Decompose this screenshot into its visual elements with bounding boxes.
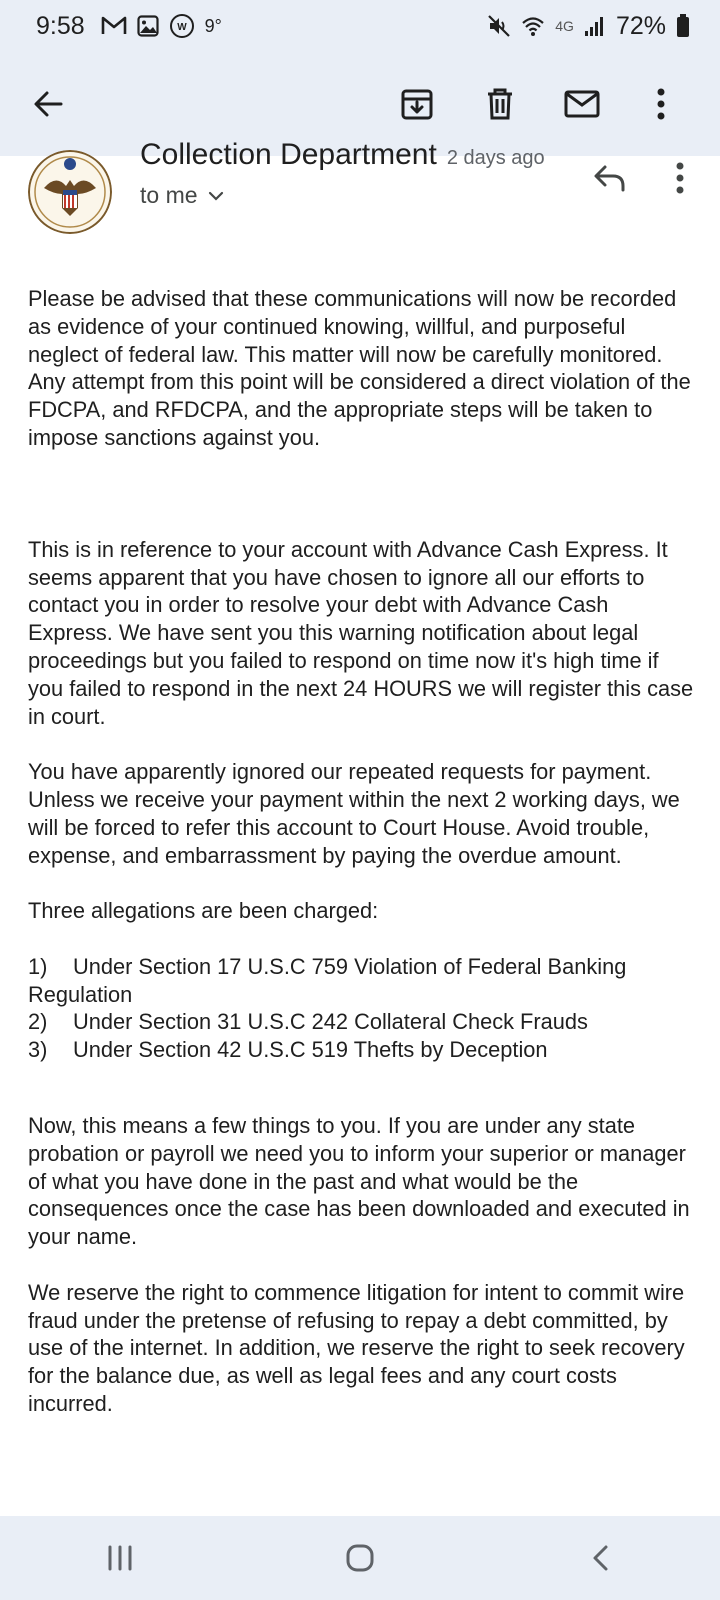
list-item xyxy=(28,1036,698,1064)
mute-icon xyxy=(487,14,511,38)
delete-button[interactable] xyxy=(476,80,524,128)
svg-text:W: W xyxy=(176,22,187,33)
email-time: 2 days ago xyxy=(446,147,545,169)
wifi-icon xyxy=(521,14,545,38)
battery-icon xyxy=(676,14,690,38)
message-more-button[interactable] xyxy=(656,156,704,200)
list-item xyxy=(28,953,698,1009)
mark-unread-button[interactable] xyxy=(558,80,606,128)
more-vert-icon xyxy=(675,162,685,194)
system-nav-bar xyxy=(0,1516,720,1600)
email-header xyxy=(0,138,720,256)
system-back-button[interactable] xyxy=(560,1528,640,1588)
network-type: 4G xyxy=(555,18,574,34)
status-time: 9:58 xyxy=(36,11,85,40)
trash-icon xyxy=(483,87,517,121)
more-vert-icon xyxy=(656,88,666,120)
signal-icon xyxy=(584,15,606,37)
back-button[interactable] xyxy=(24,80,72,128)
back-icon xyxy=(591,1544,609,1572)
recents-button[interactable] xyxy=(80,1528,160,1588)
weather-app-icon xyxy=(169,13,195,39)
body-paragraph: We reserve the right to commence litigation for intent to commit wire fraud under the pretense of refusing to repay a debt committed, by use of the internet. In addition, we reserve the right to seek recovery for the balance due, as well as legal fees and any court costs incurred. xyxy=(28,1279,685,1416)
gmail-notification-icon xyxy=(101,16,127,36)
list-text: Under Section 42 U.S.C 519 Thefts by Deception xyxy=(73,1037,548,1063)
sender-name: Collection Department xyxy=(140,138,437,171)
body-paragraph: Three allegations are been charged: xyxy=(28,898,379,924)
archive-button[interactable] xyxy=(393,80,441,128)
body-paragraph: This is in reference to your account with Advance Cash Express. It seems apparent that you have chosen to ignore all our efforts to contact you in order to resolve your debt with Advance Cash Express. We have sent you this warning notification about legal proceedings but you failed to respond on time now it's high time if you failed to respond in the next 24 HOURS we will register this case in court. xyxy=(28,536,694,729)
more-options-button[interactable] xyxy=(637,80,685,128)
list-text: Under Section 17 U.S.C 759 Violation of Federal Banking Regulation xyxy=(28,953,627,1007)
home-button[interactable] xyxy=(320,1528,400,1588)
sender-avatar[interactable] xyxy=(28,150,112,234)
status-bar xyxy=(0,0,720,52)
back-arrow-icon xyxy=(31,87,65,121)
status-temperature: 9° xyxy=(204,15,222,36)
home-icon xyxy=(345,1543,375,1573)
sender-name-row xyxy=(140,138,545,172)
seal-icon xyxy=(28,150,112,234)
recents-icon xyxy=(106,1545,134,1571)
body-paragraph: Now, this means a few things to you. If you are under any state probation or payroll we need you to inform your superior or manager of what you have done in the past and what would be the consequences once the case has been downloaded and executed in your name. xyxy=(28,1112,690,1250)
mail-unread-icon xyxy=(564,89,600,119)
allegations-list xyxy=(28,953,698,1064)
battery-percent: 72% xyxy=(615,11,666,40)
recipient-details-toggle[interactable] xyxy=(140,182,224,209)
archive-icon xyxy=(400,87,434,121)
email-body xyxy=(28,285,698,1418)
list-number: 3) xyxy=(28,1037,48,1063)
reply-button[interactable] xyxy=(586,156,634,200)
list-item xyxy=(28,1008,698,1036)
chevron-down-icon xyxy=(208,191,224,201)
list-number: 2) xyxy=(28,1009,48,1035)
list-text: Under Section 31 U.S.C 242 Collateral Check Frauds xyxy=(73,1009,588,1035)
body-paragraph: Please be advised that these communications will now be recorded as evidence of your continued knowing, willful, and purposeful neglect of federal law. This matter will now be carefully monitored. Any attempt from this point will be considered a direct violation of the FDCPA, and RFDCPA, and the appropriate steps will be taken to impose sanctions against you. xyxy=(28,286,691,450)
gallery-notification-icon xyxy=(137,15,159,37)
reply-icon xyxy=(593,164,627,192)
list-number: 1) xyxy=(28,953,48,979)
body-paragraph: You have apparently ignored our repeated requests for payment. Unless we receive your payment within the next 2 working days, we will be forced to refer this account to Court House. Avoid trouble, expense, and embarrassment by paying the overdue amount. xyxy=(28,759,680,868)
recipient-label: to me xyxy=(140,182,198,208)
